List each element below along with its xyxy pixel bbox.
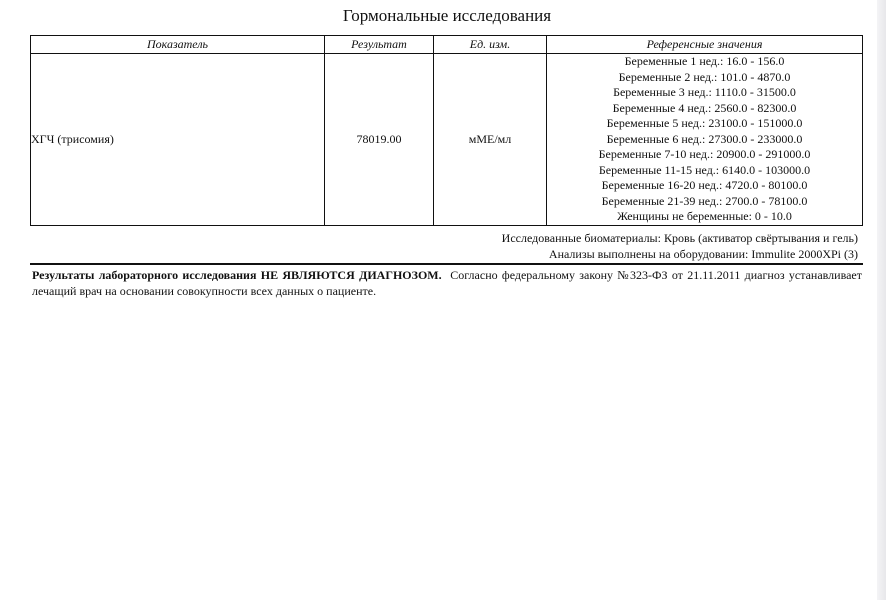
disclaimer-bold: Результаты лабораторного исследования НЕ ЯВЛЯЮТСЯ ДИАГНОЗОМ. [32, 268, 442, 282]
header-result: Результат [325, 36, 434, 54]
reference-line: Беременные 11-15 нед.: 6140.0 - 103000.0 [598, 162, 811, 177]
reference-line: Беременные 21-39 нед.: 2700.0 - 78100.0 [601, 193, 808, 208]
reference-line: Беременные 16-20 нед.: 4720.0 - 80100.0 [601, 178, 808, 192]
disclaimer [32, 267, 862, 299]
reference-line: Беременные 1 нед.: 16.0 - 156.0 [624, 54, 785, 68]
table-row [31, 54, 863, 226]
result-value: 78019.00 [325, 54, 434, 226]
reference-line: Беременные 2 нед.: 101.0 - 4870.0 [618, 69, 791, 84]
page-edge-shadow [877, 0, 886, 600]
disclaimer-text: Согласно федеральному закону №323-ФЗ от 21.11.2011 диагноз устанавливает лечащий врач на основании совокупности всех данных о пациенте. [32, 268, 862, 298]
reference-line: Беременные 6 нед.: 27300.0 - 233000.0 [606, 131, 803, 146]
header-unit: Ед. изм. [434, 36, 547, 54]
header-reference: Референсные значения [547, 36, 863, 54]
reference-line: Женщины не беременные: 0 - 10.0 [617, 209, 792, 223]
divider [30, 263, 863, 265]
reference-line: Беременные 7-10 нед.: 20900.0 - 291000.0 [598, 147, 811, 161]
reference-line: Беременные 5 нед.: 23100.0 - 151000.0 [606, 116, 803, 130]
reference-values [547, 54, 863, 226]
page-title: Гормональные исследования [342, 6, 552, 25]
biomaterials-note: Исследованные биоматериалы: Кровь (активатор свёртывания и гель) [501, 231, 858, 245]
equipment-note: Анализы выполнены на оборудовании: Immulite 2000XPi (3) [548, 247, 858, 261]
reference-line: Беременные 3 нед.: 1110.0 - 31500.0 [613, 85, 796, 99]
unit-value: мМЕ/мл [434, 54, 547, 226]
header-indicator: Показатель [31, 36, 325, 54]
indicator-name: ХГЧ (трисомия) [31, 54, 325, 226]
results-table [30, 35, 863, 226]
table-header-row [31, 36, 863, 54]
reference-line: Беременные 4 нед.: 2560.0 - 82300.0 [612, 100, 797, 115]
